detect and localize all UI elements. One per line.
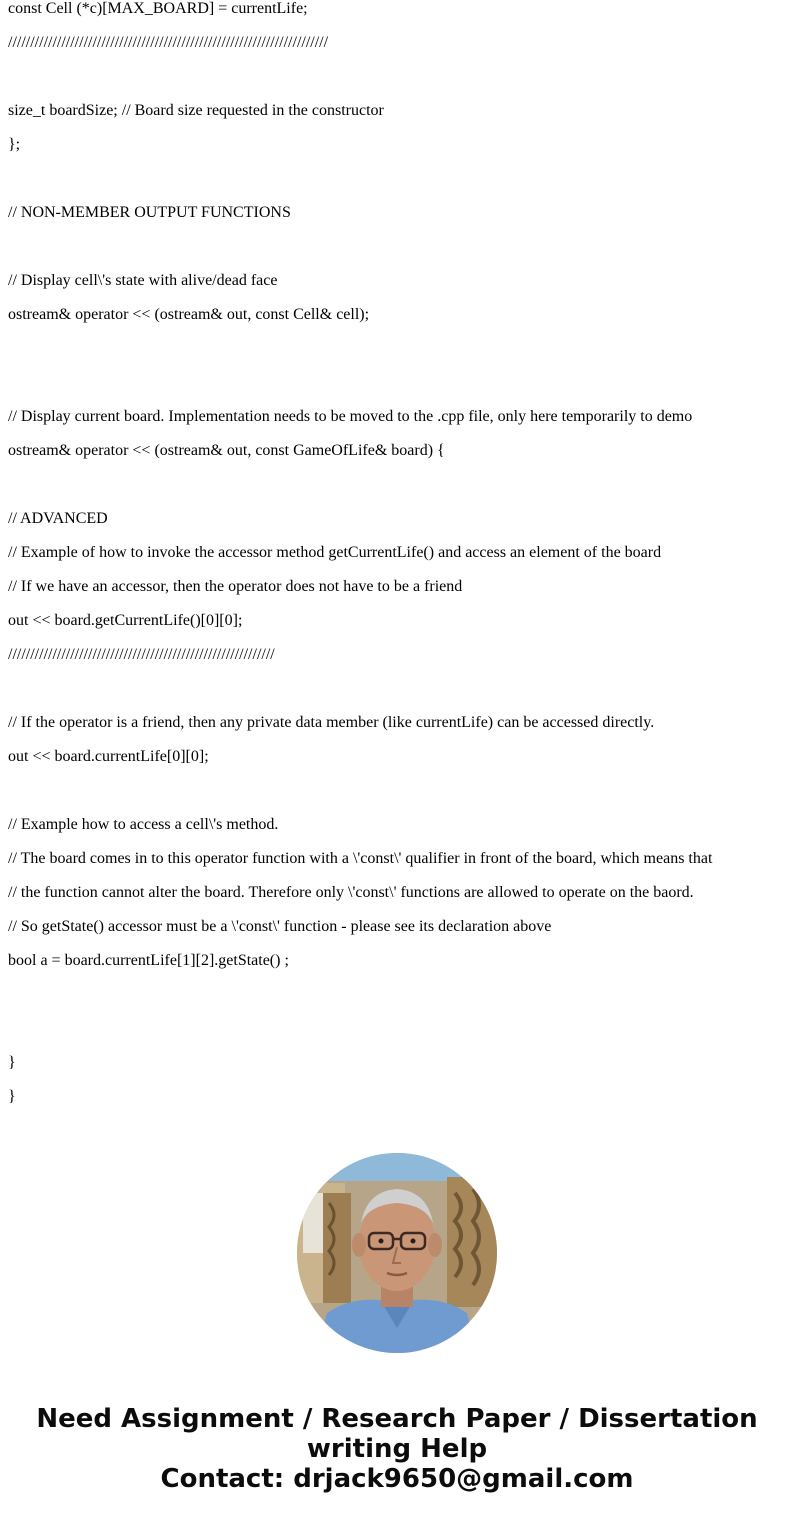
promo-contact: Contact: drjack9650@gmail.com [160,1464,634,1494]
code-line: size_t boardSize; // Board size requested in the constructor [8,102,384,119]
code-line: out << board.getCurrentLife()[0][0]; [8,612,243,629]
code-line: //////////////////////////////////////////////////////////////////////// [8,34,329,51]
code-line: // Display current board. Implementation needs to be moved to the .cpp file, only here temporarily to demo [8,408,693,425]
promo-line-1: Need Assignment / Research Paper / Dissertation [36,1404,758,1434]
code-line: // The board comes in to this operator function with a \'const\' qualifier in front of the board, which means that [8,850,713,867]
code-line: } [8,1088,16,1105]
code-line: } [8,1054,16,1071]
code-line: // Example of how to invoke the accessor method getCurrentLife() and access an element of the board [8,544,662,561]
code-line: // the function cannot alter the board. Therefore only \'const\' functions are allowed to operate on the baord. [8,884,694,901]
code-line: // Example how to access a cell\'s method. [8,816,279,833]
promo-banner [0,1404,794,1494]
code-line: // NON-MEMBER OUTPUT FUNCTIONS [8,204,291,221]
code-line: ostream& operator << (ostream& out, const Cell& cell); [8,306,370,323]
promo-line-2: writing Help [306,1434,488,1464]
code-line: const Cell (*c)[MAX_BOARD] = currentLife; [8,0,308,17]
code-line: out << board.currentLife[0][0]; [8,748,209,765]
code-line: // If we have an accessor, then the operator does not have to be a friend [8,578,463,595]
code-line: }; [8,136,21,153]
author-avatar [297,1153,497,1353]
code-line: // Display cell\'s state with alive/dead face [8,272,278,289]
code-line: //////////////////////////////////////////////////////////// [8,646,275,663]
code-line: // So getState() accessor must be a \'const\' function - please see its declaration above [8,918,552,935]
code-line: bool a = board.currentLife[1][2].getState() ; [8,952,289,969]
code-line: // If the operator is a friend, then any private data member (like currentLife) can be accessed directly. [8,714,655,731]
code-line: ostream& operator << (ostream& out, const GameOfLife& board) { [8,442,445,459]
code-line: // ADVANCED [8,510,108,527]
